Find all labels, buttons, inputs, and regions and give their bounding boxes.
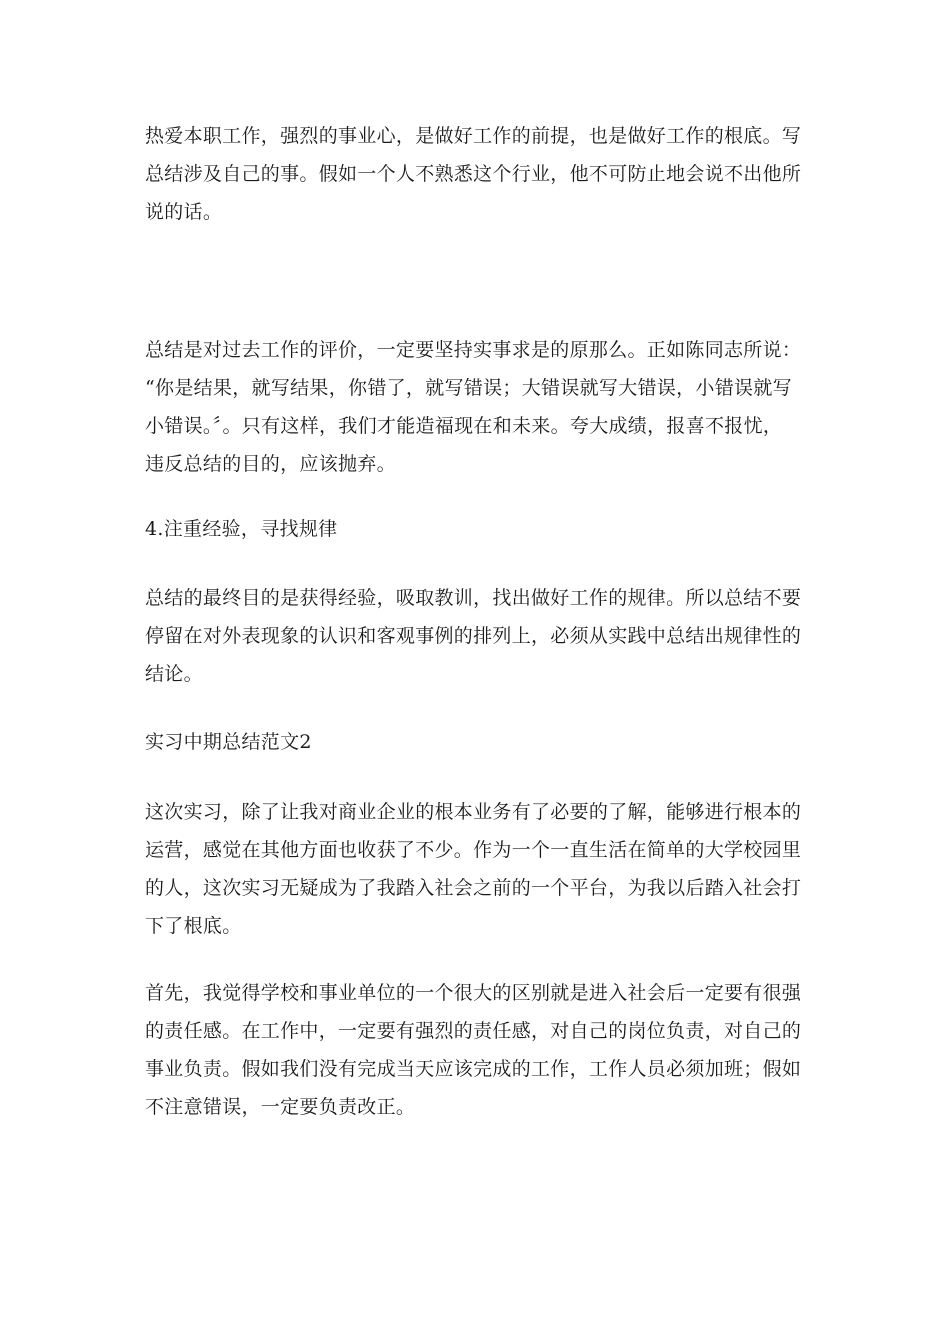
section-heading-experience xyxy=(145,510,805,548)
heading-text: 4.注重经验，寻找规律 xyxy=(145,518,338,540)
text-line: 的责任感。在工作中，一定要有强烈的责任感，对自己的岗位负责，对自己的 xyxy=(145,1020,802,1042)
text-line: 运营，感觉在其他方面也收获了不少。作为一个一直生活在简单的大学校园里 xyxy=(145,839,802,861)
text-line: 违反总结的目的，应该抛弃。 xyxy=(145,453,396,475)
text-line: 不注意错误，一定要负责改正。 xyxy=(145,1096,416,1118)
text-line: 小错误。〞。只有这样，我们才能造福现在和未来。夸大成绩，报喜不报忧， xyxy=(145,415,783,437)
text-line: 事业负责。假如我们没有完成当天应该完成的工作，工作人员必须加班；假如 xyxy=(145,1058,802,1080)
text-line: “你是结果，就写结果，你错了，就写错误；大错误就写大错误，小错误就写 xyxy=(145,377,792,399)
heading-text: 实习中期总结范文2 xyxy=(145,731,312,753)
text-line: 说的话。 xyxy=(145,201,223,223)
text-line: 停留在对外表现象的认识和客观事例的排列上，必须从实践中总结出规律性的 xyxy=(145,625,802,647)
paragraph-work-passion xyxy=(145,117,805,231)
text-line: 这次实习，除了让我对商业企业的根本业务有了必要的了解，能够进行根本的 xyxy=(145,801,802,823)
text-line: 总结的最终目的是获得经验，吸取教训，找出做好工作的规律。所以总结不要 xyxy=(145,587,802,609)
text-line: 热爱本职工作，强烈的事业心，是做好工作的前提，也是做好工作的根底。写 xyxy=(145,125,802,147)
paragraph-final-purpose xyxy=(145,579,805,693)
paragraph-internship-gains xyxy=(145,793,805,945)
paragraph-seek-truth xyxy=(145,331,805,483)
text-line: 总结是对过去工作的评价，一定要坚持实事求是的原那么。正如陈同志所说： xyxy=(145,339,802,361)
section-heading-sample-2 xyxy=(145,723,805,761)
text-line: 下了根底。 xyxy=(145,915,242,937)
text-line: 结论。 xyxy=(145,663,203,685)
text-line: 总结涉及自己的事。假如一个人不熟悉这个行业，他不可防止地会说不出他所 xyxy=(145,163,802,185)
text-line: 的人，这次实习无疑成为了我踏入社会之前的一个平台，为我以后踏入社会打 xyxy=(145,877,802,899)
text-line: 首先，我觉得学校和事业单位的一个很大的区别就是进入社会后一定要有很强 xyxy=(145,982,802,1004)
paragraph-responsibility xyxy=(145,974,805,1126)
